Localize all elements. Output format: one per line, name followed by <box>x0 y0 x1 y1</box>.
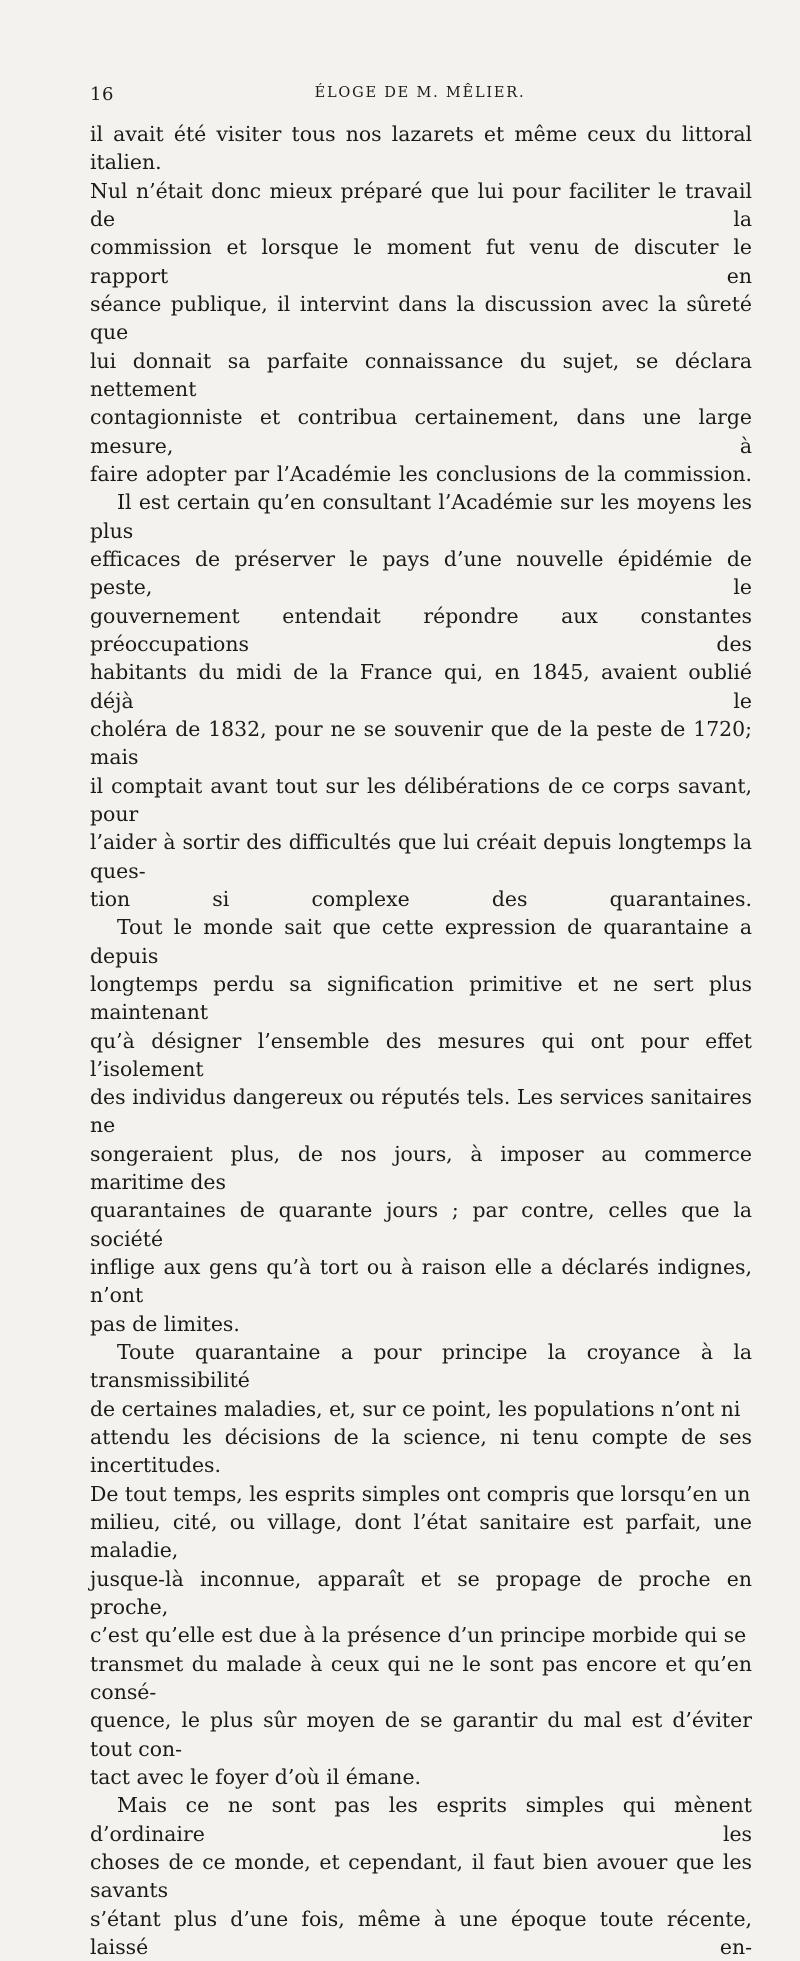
text-line: lui donnait sa parfaite connaissance du sujet, se déclara nettement <box>90 348 752 401</box>
body-text <box>90 120 752 1961</box>
text-line: l’aider à sortir des difficultés que lui créait depuis longtemps la ques- <box>90 830 752 883</box>
text-line: contagionniste et contribua certainement, dans une large mesure, à <box>90 405 752 458</box>
page-header <box>90 84 750 112</box>
text-line: attendu les décisions de la science, ni tenu compte de ses incertitudes. <box>90 1425 752 1478</box>
text-line: de certaines maladies, et, sur ce point, les populations n’ont ni <box>90 1396 741 1421</box>
text-line: Toute quarantaine a pour principe la croyance à la transmissibilité <box>90 1340 752 1393</box>
text-line: commission et lorsque le moment fut venu de discuter le rapport en <box>90 235 752 288</box>
text-line: milieu, cité, ou village, dont l’état sanitaire est parfait, une maladie, <box>90 1510 752 1563</box>
text-line: quence, le plus sûr moyen de se garantir du mal est d’éviter tout con- <box>90 1708 752 1761</box>
text-line: séance publique, il intervint dans la discussion avec la sûreté que <box>90 291 752 345</box>
text-line: il avait été visiter tous nos lazarets et même ceux du littoral italien. <box>90 122 752 175</box>
paragraph <box>90 1338 752 1791</box>
text-line: Mais ce ne sont pas les esprits simples qui mènent d’ordinaire les <box>90 1793 752 1846</box>
text-line: s’étant plus d’une fois, même à une époque toute récente, laissé en- <box>90 1906 752 1959</box>
text-line: des individus dangereux ou réputés tels. Les services sanitaires ne <box>90 1085 752 1138</box>
text-line: tion si complexe des quarantaines. <box>90 886 752 911</box>
text-line: quarantaines de quarante jours ; par contre, celles que la société <box>90 1198 752 1251</box>
text-line: De tout temps, les esprits simples ont compris que lorsqu’en un <box>90 1481 751 1506</box>
text-line: pas de limites. <box>90 1311 240 1336</box>
paragraph <box>90 120 752 488</box>
text-line: inflige aux gens qu’à tort ou à raison elle a déclarés indignes, n’ont <box>90 1255 752 1308</box>
text-line: Il est certain qu’en consultant l’Académie sur les moyens les plus <box>90 490 752 543</box>
text-line: choléra de 1832, pour ne se souvenir que de la peste de 1720; mais <box>90 716 752 770</box>
text-line: Nul n’était donc mieux préparé que lui pour faciliter le travail de la <box>90 178 752 231</box>
text-line: faire adopter par l’Académie les conclusions de la commission. <box>90 461 752 486</box>
text-line: gouvernement entendait répondre aux constantes préoccupations des <box>90 603 752 656</box>
text-line: transmet du malade à ceux qui ne le sont pas encore et qu’en consé- <box>90 1651 752 1705</box>
text-line: habitants du midi de la France qui, en 1845, avaient oublié déjà le <box>90 660 752 713</box>
paragraph <box>90 913 752 1338</box>
text-line: choses de ce monde, et cependant, il faut bien avouer que les savants <box>90 1850 752 1903</box>
text-line: qu’à désigner l’ensemble des mesures qui ont pour effet l’isolement <box>90 1028 752 1081</box>
text-line: il comptait avant tout sur les délibérations de ce corps savant, pour <box>90 773 752 826</box>
paragraph <box>90 1791 752 1961</box>
text-line: efficaces de préserver le pays d’une nouvelle épidémie de peste, le <box>90 546 752 600</box>
text-line: tact avec le foyer d’où il émane. <box>90 1765 421 1790</box>
text-line: jusque-là inconnue, apparaît et se propage de proche en proche, <box>90 1566 752 1620</box>
text-line: songeraient plus, de nos jours, à imposer au commerce maritime des <box>90 1141 752 1195</box>
text-line: longtemps perdu sa signification primitive et ne sert plus maintenant <box>90 971 752 1025</box>
running-title: ÉLOGE DE M. MÊLIER. <box>314 85 526 101</box>
text-line: Tout le monde sait que cette expression de quarantaine a depuis <box>90 915 752 968</box>
paragraph <box>90 488 752 913</box>
text-line: c’est qu’elle est due à la présence d’un principe morbide qui se <box>90 1623 747 1648</box>
page-number: 16 <box>90 84 114 105</box>
